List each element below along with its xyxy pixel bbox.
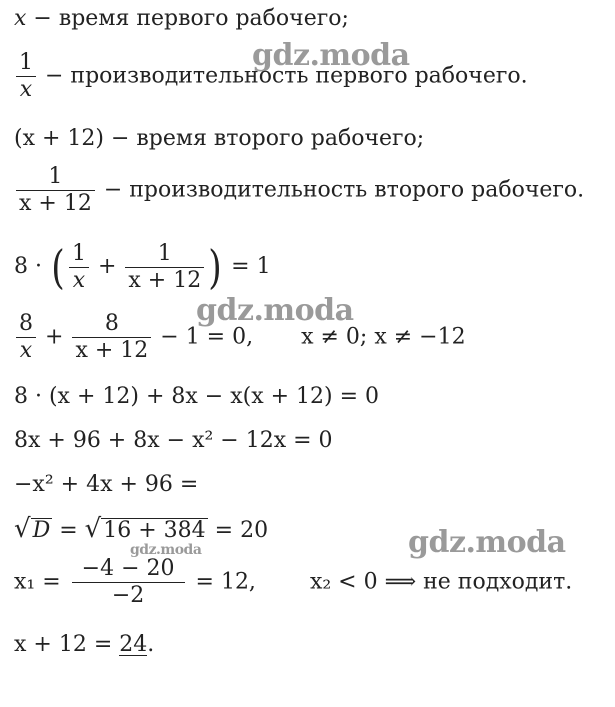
x1-label: x₁ = bbox=[14, 569, 61, 595]
equals-one: = 1 bbox=[231, 254, 271, 279]
denominator: −2 bbox=[111, 583, 145, 608]
result-value: = 20 bbox=[214, 518, 269, 543]
line-12 bbox=[14, 632, 154, 657]
numerator: 1 bbox=[16, 50, 36, 77]
fraction-1 bbox=[69, 241, 89, 294]
sqrt-radicand-sum: 16 + 384 bbox=[103, 518, 206, 543]
var-x: x bbox=[14, 6, 27, 31]
answer-value: 24 bbox=[119, 632, 148, 657]
fraction bbox=[72, 556, 185, 609]
answer-lhs: x + 12 = bbox=[14, 632, 113, 657]
line-2 bbox=[14, 50, 528, 103]
watermark-2: gdz.moda bbox=[196, 293, 354, 328]
sqrt-sign: √ bbox=[14, 514, 31, 544]
line-2-text: − производительность первого рабочего. bbox=[38, 63, 528, 89]
numerator: 8 bbox=[16, 311, 36, 338]
line-4 bbox=[14, 164, 584, 217]
watermark-4: gdz.moda bbox=[130, 542, 202, 558]
sqrt-sign: √ bbox=[84, 514, 102, 544]
line-4-text: − производительность второго рабочего. bbox=[96, 177, 585, 203]
fraction-2 bbox=[125, 241, 204, 294]
plus-sign: + bbox=[97, 254, 117, 279]
period: . bbox=[147, 632, 155, 657]
x2-statement: x₂ < 0 ⟹ не подходит. bbox=[309, 569, 573, 595]
fraction-1 bbox=[16, 311, 36, 364]
denominator: x bbox=[19, 77, 33, 102]
numerator: 1 bbox=[69, 241, 89, 268]
coefficient: 8 · bbox=[14, 254, 42, 279]
line-9-text: −x² + 4x + 96 = bbox=[14, 472, 199, 497]
equation-rest: − 1 = 0, bbox=[160, 324, 254, 350]
fraction-2 bbox=[72, 311, 151, 364]
numerator: 1 bbox=[125, 241, 204, 268]
domain-conditions: x ≠ 0; x ≠ −12 bbox=[301, 324, 466, 350]
fraction bbox=[16, 164, 95, 217]
denominator: x bbox=[19, 338, 33, 363]
line-1-text: − время первого рабочего; bbox=[26, 6, 349, 31]
line-8-text: 8x + 96 + 8x − x² − 12x = 0 bbox=[14, 428, 333, 453]
sqrt-radicand-d: D bbox=[32, 518, 51, 543]
numerator: −4 − 20 bbox=[72, 556, 185, 583]
numerator: 8 bbox=[72, 311, 151, 338]
watermark-3: gdz.moda bbox=[408, 525, 566, 560]
left-paren: ( bbox=[51, 240, 65, 294]
equals-sign: = bbox=[59, 518, 78, 543]
right-paren: ) bbox=[208, 240, 222, 294]
fraction bbox=[16, 50, 36, 103]
line-8 bbox=[14, 428, 333, 453]
line-11 bbox=[14, 556, 572, 609]
line-5 bbox=[14, 240, 271, 294]
denominator: x + 12 bbox=[75, 338, 149, 363]
numerator: 1 bbox=[16, 164, 95, 191]
plus-sign: + bbox=[45, 324, 64, 350]
line-7 bbox=[14, 384, 379, 409]
line-9 bbox=[14, 472, 198, 497]
line-1 bbox=[14, 6, 349, 31]
watermark-1: gdz.moda bbox=[252, 38, 410, 73]
line-7-text: 8 · (x + 12) + 8x − x(x + 12) = 0 bbox=[14, 384, 380, 409]
line-3-text: (x + 12) − время второго рабочего; bbox=[14, 126, 425, 151]
x1-result: = 12, bbox=[195, 569, 256, 595]
denominator: x + 12 bbox=[128, 267, 202, 293]
line-10 bbox=[14, 514, 268, 544]
denominator: x bbox=[72, 267, 86, 293]
line-3 bbox=[14, 126, 424, 151]
line-6 bbox=[14, 311, 466, 364]
denominator: x + 12 bbox=[19, 191, 92, 216]
